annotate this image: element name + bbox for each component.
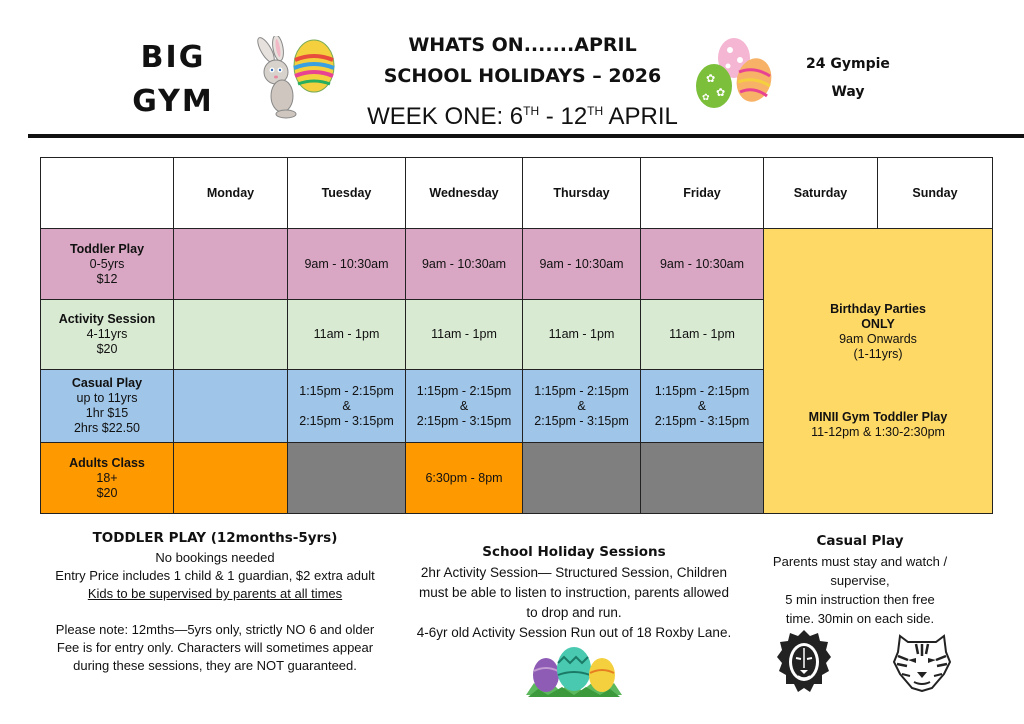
week-sup1: TH	[523, 104, 540, 118]
bday-age: (1-11yrs)	[853, 347, 903, 361]
cell-activity-tuesday: 11am - 1pm	[288, 300, 406, 370]
bday-title2: ONLY	[861, 317, 895, 331]
row-detail: $20	[96, 342, 118, 356]
lion-icon	[776, 628, 832, 696]
easter-basket-icon	[524, 645, 624, 697]
time-slot: 1:15pm - 2:15pm	[654, 383, 750, 398]
birthday-parties	[764, 302, 992, 362]
cell-toddler-monday	[174, 229, 288, 300]
cell-activity-wednesday: 11am - 1pm	[406, 300, 523, 370]
day-sunday: Sunday	[878, 158, 993, 229]
toddler-line: Entry Price includes 1 child & 1 guardian, $2 extra adult	[55, 568, 375, 583]
cell-adults-wednesday: 6:30pm - 8pm	[406, 443, 523, 514]
brand-line2: GYM	[132, 84, 214, 119]
row-detail: 0-5yrs	[89, 256, 125, 271]
week-suffix: APRIL	[603, 103, 678, 130]
svg-text:✿: ✿	[706, 72, 716, 85]
toddler-info	[40, 527, 390, 675]
row-detail: 2hrs $22.50	[73, 421, 141, 435]
cell-adults-thursday	[523, 443, 641, 514]
row-detail: up to 11yrs	[76, 391, 138, 405]
cell-casual-monday	[174, 370, 288, 443]
time-slot: 2:15pm - 3:15pm	[654, 413, 750, 428]
casual-line: supervise,	[830, 573, 890, 588]
row-head-adults	[41, 443, 174, 514]
time-sep: &	[697, 398, 707, 413]
row-head-toddler	[41, 229, 174, 300]
holiday-heading: School Holiday Sessions	[482, 544, 666, 560]
toddler-line: Fee is for entry only. Characters will sometimes appear	[56, 640, 374, 655]
cell-adults-monday	[174, 443, 288, 514]
row-title: Casual Play	[71, 376, 143, 390]
casual-line: 5 min instruction then free	[785, 592, 935, 607]
toddler-line: during these sessions, they are NOT guaranteed.	[73, 658, 357, 673]
week-sup2: TH	[587, 104, 604, 118]
easter-eggs-icon	[692, 36, 782, 116]
casual-heading: Casual Play	[816, 533, 904, 549]
time-slot: 2:15pm - 3:15pm	[534, 413, 629, 428]
address-line2: Way	[831, 84, 865, 100]
brand-logo	[128, 36, 218, 124]
row-title: Adults Class	[69, 455, 145, 470]
toddler-line: Please note: 12mths—5yrs only, strictly NO 6 and older	[55, 622, 375, 637]
day-tuesday: Tuesday	[288, 158, 406, 229]
minii-gym	[764, 410, 992, 440]
holiday-info	[396, 541, 752, 643]
toddler-heading: TODDLER PLAY (12months-5yrs)	[92, 530, 338, 546]
week-mid: - 12	[539, 103, 588, 130]
schedule-table	[40, 157, 993, 514]
cell-toddler-thursday: 9am - 10:30am	[523, 229, 641, 300]
week-range	[340, 94, 705, 134]
row-detail: $20	[96, 485, 118, 500]
row-title: Toddler Play	[69, 241, 145, 256]
holiday-line: 4-6yr old Activity Session Run out of 18 Roxby Lane.	[416, 625, 732, 640]
minii-time: 11-12pm & 1:30-2:30pm	[811, 425, 945, 439]
header	[0, 0, 1024, 135]
row-detail: 18+	[96, 470, 118, 485]
cell-toddler-tuesday: 9am - 10:30am	[288, 229, 406, 300]
svg-text:✿: ✿	[716, 86, 726, 99]
header-divider	[28, 134, 1024, 138]
cell-casual-wednesday	[406, 370, 523, 443]
weekend-cell	[764, 229, 993, 514]
row-head-activity	[41, 300, 174, 370]
cell-activity-monday	[174, 300, 288, 370]
day-saturday: Saturday	[764, 158, 878, 229]
cell-toddler-wednesday: 9am - 10:30am	[406, 229, 523, 300]
time-slot: 1:15pm - 2:15pm	[299, 383, 394, 398]
row-title: Activity Session	[58, 312, 156, 326]
brand-line1: BIG	[140, 40, 206, 75]
toddler-line: Kids to be supervised by parents at all times	[87, 586, 343, 601]
title-line2: SCHOOL HOLIDAYS – 2026	[383, 65, 662, 87]
cell-casual-thursday	[523, 370, 641, 443]
address-line1: 24 Gympie	[806, 56, 890, 72]
holiday-line: must be able to listen to instruction, parents allowed	[419, 585, 729, 600]
holiday-line: to drop and run.	[526, 605, 622, 620]
row-detail: $12	[96, 271, 118, 286]
easter-bunny-icon	[248, 36, 343, 120]
row-detail: 4-11yrs	[86, 327, 128, 341]
cell-adults-friday	[641, 443, 764, 514]
time-slot: 1:15pm - 2:15pm	[534, 383, 629, 398]
cell-toddler-friday: 9am - 10:30am	[641, 229, 764, 300]
cell-activity-thursday: 11am - 1pm	[523, 300, 641, 370]
cell-activity-friday: 11am - 1pm	[641, 300, 764, 370]
time-sep: &	[342, 398, 351, 413]
bday-time: 9am Onwards	[839, 332, 917, 346]
row-toddler-play	[41, 229, 993, 300]
time-slot: 2:15pm - 3:15pm	[416, 413, 512, 428]
day-header-row	[41, 158, 993, 229]
time-sep: &	[577, 398, 586, 413]
week-prefix: WEEK ONE: 6	[367, 103, 524, 130]
time-slot: 2:15pm - 3:15pm	[299, 413, 394, 428]
time-sep: &	[459, 398, 469, 413]
address	[792, 50, 904, 106]
holiday-line: 2hr Activity Session— Structured Session, Children	[420, 565, 728, 580]
casual-line: Parents must stay and watch /	[772, 554, 948, 569]
bday-title1: Birthday Parties	[830, 302, 926, 316]
cell-casual-friday	[641, 370, 764, 443]
svg-text:✿: ✿	[702, 93, 710, 103]
casual-line: time. 30min on each side.	[785, 611, 935, 626]
time-slot: 1:15pm - 2:15pm	[416, 383, 512, 398]
tiger-icon	[892, 630, 952, 692]
corner-cell	[41, 158, 174, 229]
page-title	[340, 30, 705, 134]
day-monday: Monday	[174, 158, 288, 229]
cell-casual-tuesday	[288, 370, 406, 443]
title-line1: WHATS ON.......APRIL	[408, 34, 637, 56]
cell-adults-tuesday	[288, 443, 406, 514]
day-friday: Friday	[641, 158, 764, 229]
minii-title: MINII Gym Toddler Play	[808, 410, 948, 424]
day-thursday: Thursday	[523, 158, 641, 229]
day-wednesday: Wednesday	[406, 158, 523, 229]
row-head-casual	[41, 370, 174, 443]
casual-info	[758, 530, 962, 628]
toddler-line: No bookings needed	[155, 550, 275, 565]
row-detail: 1hr $15	[85, 406, 129, 420]
